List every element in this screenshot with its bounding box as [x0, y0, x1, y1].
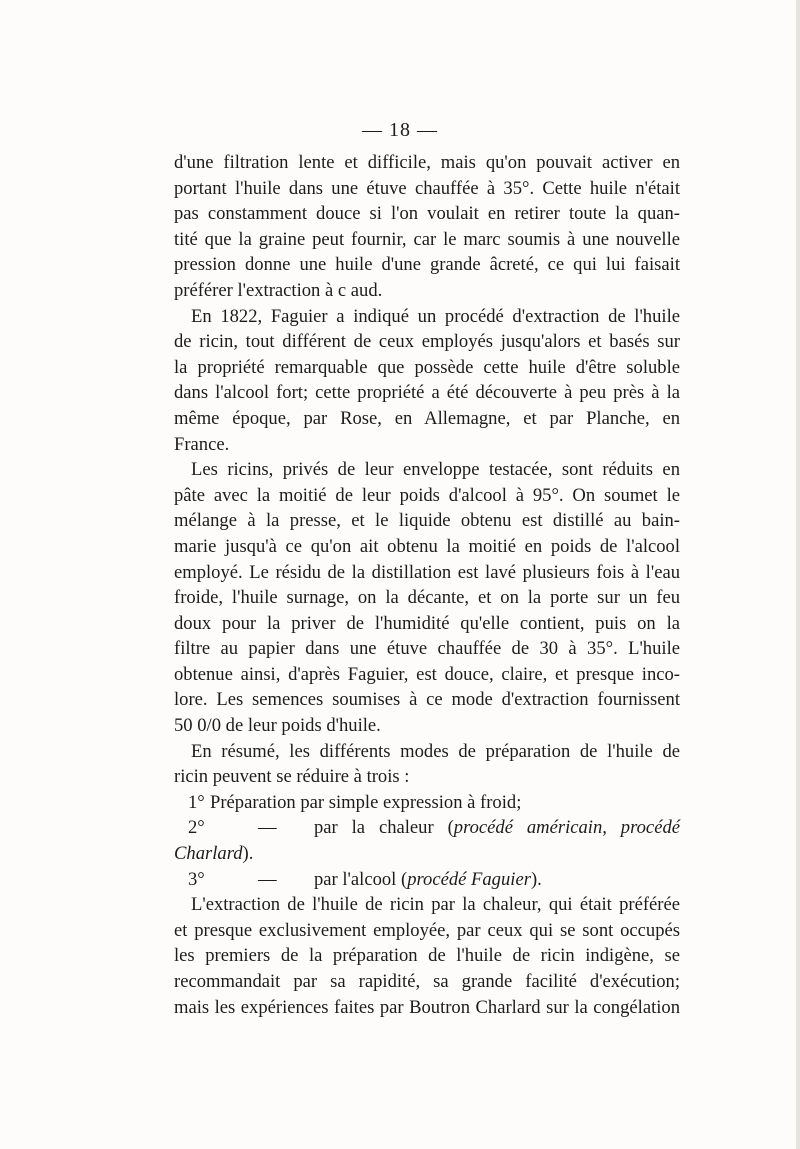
- text-line: même époque, par Rose, en Allemagne, et par Planche, en: [174, 407, 680, 429]
- text-line: pâte avec la moitié de leur poids d'alcool à 95°. On soumet le: [174, 484, 680, 506]
- text-line: recommandait par sa rapidité, sa grande facilité d'exécution;: [174, 971, 680, 992]
- list-text-plain: ).: [530, 868, 542, 890]
- text-line: pas constamment douce si l'on voulait en retirer toute la quan-: [174, 203, 680, 225]
- list-item-2: [174, 815, 680, 841]
- page-number: — 18 —: [362, 119, 438, 141]
- text-line: doux pour la priver de l'humidité qu'elle contient, puis on la: [174, 612, 680, 634]
- list-text-italic: procédé Faguier: [407, 868, 531, 890]
- text-line: d'une filtration lente et difficile, mais qu'on pouvait activer en: [174, 152, 680, 173]
- list-item-1: [174, 790, 680, 816]
- text-line: 50 0/0 de leur poids d'huile.: [174, 715, 381, 737]
- list-item-2-continuation: [174, 841, 680, 867]
- text-line: employé. Le résidu de la distillation est lavé plusieurs fois à l'eau: [174, 561, 680, 583]
- text-line: les premiers de la préparation de l'huile de ricin indigène, se: [174, 945, 680, 967]
- text-line: la propriété remarquable que possède cette huile d'être soluble: [174, 356, 680, 378]
- text-line: froide, l'huile surnage, on la décante, et on la porte sur un feu: [174, 587, 680, 609]
- list-text-plain: par l'alcool (: [314, 868, 408, 890]
- list-text-italic: Charlard: [174, 843, 243, 865]
- ditto-dash: —: [258, 868, 277, 890]
- list-text-plain: par la chaleur (: [314, 817, 454, 839]
- text-line: obtenue ainsi, d'après Faguier, est douce, claire, et presque inco-: [174, 663, 680, 685]
- list-number: 3°: [188, 868, 205, 890]
- text-line: lore. Les semences soumises à ce mode d'extraction fournissent: [174, 689, 680, 711]
- list-text: [314, 867, 542, 893]
- text-line: ricin peuvent se réduire à trois :: [174, 766, 410, 788]
- list-text-plain: ).: [242, 843, 254, 865]
- text-line: dans l'alcool fort; cette propriété a été découverte à peu près à la: [174, 382, 680, 404]
- text-line: préférer l'extraction à c aud.: [174, 279, 383, 301]
- ditto-dash: —: [258, 817, 277, 839]
- paragraph-start: L'extraction de l'huile de ricin par la chaleur, qui était préférée: [191, 894, 680, 916]
- list-item-3: [174, 867, 680, 893]
- paragraph-start: En résumé, les différents modes de préparation de l'huile de: [191, 740, 680, 762]
- paragraph-start: Les ricins, privés de leur enveloppe testacée, sont réduits en: [191, 459, 680, 481]
- list-number: 2°: [188, 817, 205, 839]
- text-line: de ricin, tout différent de ceux employés jusqu'alors et basés sur: [174, 331, 680, 353]
- text-line: France.: [174, 433, 230, 455]
- text-line: mélange à la presse, et le liquide obtenu est distillé au bain-: [174, 510, 680, 532]
- page-edge: [796, 0, 800, 1149]
- list-number: 1°: [188, 791, 205, 813]
- list-text: Préparation par simple expression à froid;: [210, 791, 522, 813]
- body-text: [174, 150, 680, 1020]
- text-line: mais les expériences faites par Boutron Charlard sur la congélation: [174, 996, 680, 1018]
- list-text: [314, 815, 680, 841]
- text-line: marie jusqu'à ce qu'on ait obtenu la moitié en poids de l'alcool: [174, 535, 680, 557]
- paragraph-start: En 1822, Faguier a indiqué un procédé d'extraction de l'huile: [191, 305, 680, 327]
- text-line: tité que la graine peut fournir, car le marc soumis à une nouvelle: [174, 228, 680, 250]
- text-line: portant l'huile dans une étuve chauffée à 35°. Cette huile n'était: [174, 177, 680, 199]
- text-line: et presque exclusivement employée, par ceux qui se sont occupés: [174, 919, 680, 941]
- list-text-italic: procédé américain, procédé: [453, 817, 680, 839]
- text-line: pression donne une huile d'une grande âcreté, ce qui lui faisait: [174, 254, 680, 276]
- text-line: filtre au papier dans une étuve chauffée de 30 à 35°. L'huile: [174, 638, 680, 660]
